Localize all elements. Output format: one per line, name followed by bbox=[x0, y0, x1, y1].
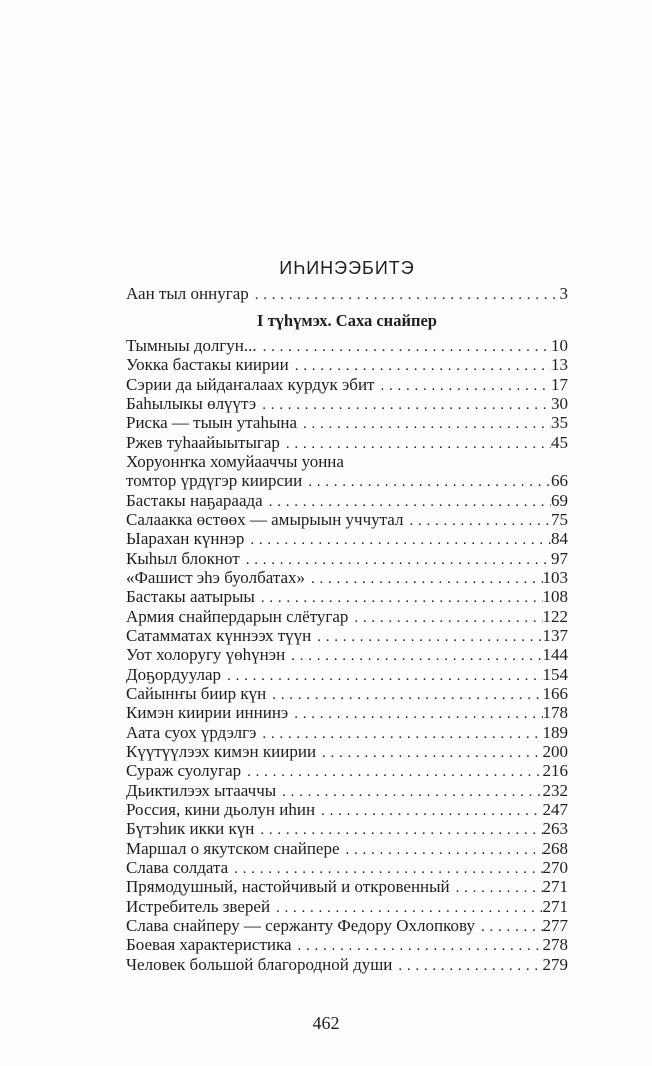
entry-title: Аата суох үрдэлгэ bbox=[126, 722, 257, 742]
toc-entry bbox=[126, 858, 568, 877]
entry-title: Уокка бастакы киирии bbox=[126, 355, 289, 375]
entry-page: 13 bbox=[551, 355, 568, 375]
entry-title: Бүтэһик икки күн bbox=[126, 819, 255, 839]
leader-dots bbox=[346, 841, 543, 860]
entry-page: 189 bbox=[542, 722, 568, 742]
toc-entry bbox=[126, 897, 568, 916]
toc-entry bbox=[126, 665, 568, 684]
entry-title: Хоруонҥка хомуйааччы уонна bbox=[126, 451, 344, 471]
toc-entry bbox=[126, 761, 568, 780]
entry-title: «Фашист эһэ буолбатах» bbox=[126, 567, 306, 587]
leader-dots bbox=[272, 686, 542, 705]
entry-page: 3 bbox=[559, 284, 568, 303]
leader-dots bbox=[263, 338, 551, 357]
entry-page: 108 bbox=[542, 587, 568, 607]
leader-dots bbox=[322, 744, 542, 763]
toc-entry bbox=[126, 877, 568, 896]
toc-entry-intro bbox=[126, 284, 568, 303]
leader-dots bbox=[398, 957, 542, 976]
leader-dots bbox=[481, 918, 543, 937]
toc-entry bbox=[126, 703, 568, 722]
entry-page: 137 bbox=[542, 625, 568, 645]
section-heading: I түһүмэх. Саха снайпер bbox=[257, 311, 437, 330]
entry-page: 30 bbox=[551, 393, 568, 413]
entry-page: 122 bbox=[542, 606, 568, 626]
toc-entry bbox=[126, 626, 568, 645]
leader-dots bbox=[308, 473, 551, 492]
toc-entry bbox=[126, 394, 568, 413]
toc-entry bbox=[126, 955, 568, 974]
toc-title: ИҺИНЭЭБИТЭ bbox=[279, 258, 415, 278]
entry-page: 271 bbox=[542, 896, 568, 916]
leader-dots bbox=[303, 415, 551, 434]
entry-page: 278 bbox=[542, 935, 568, 955]
toc-entry bbox=[126, 529, 568, 548]
entry-title: Кимэн киирии иннинэ bbox=[126, 703, 289, 723]
entry-page: 271 bbox=[542, 877, 568, 897]
entry-page: 270 bbox=[542, 857, 568, 877]
leader-dots bbox=[282, 783, 542, 802]
entry-title: Сэрии да ыйдаҥалаах курдук эбит bbox=[126, 374, 375, 394]
entry-page: 216 bbox=[542, 761, 568, 781]
leader-dots bbox=[456, 879, 543, 898]
toc-entry bbox=[126, 935, 568, 954]
entry-page: 277 bbox=[542, 915, 568, 935]
entry-title: Ржев туһаайыытыгар bbox=[126, 432, 280, 452]
toc-entry bbox=[126, 413, 568, 432]
toc-entry bbox=[126, 645, 568, 664]
toc-entry bbox=[126, 452, 568, 471]
leader-dots bbox=[250, 531, 551, 550]
toc-entry bbox=[126, 839, 568, 858]
entry-page: 279 bbox=[542, 954, 568, 974]
leader-dots bbox=[380, 377, 551, 396]
entry-title: Риска — тыын утаһына bbox=[126, 413, 298, 433]
entry-title: Аан тыл оннугар bbox=[126, 284, 249, 303]
entry-page: 200 bbox=[542, 741, 568, 761]
entry-page: 45 bbox=[551, 432, 568, 452]
entry-page: 69 bbox=[551, 490, 568, 510]
leader-dots bbox=[321, 802, 542, 821]
entry-title: Сатамматах күннээх түүн bbox=[126, 625, 312, 645]
toc-entry bbox=[126, 549, 568, 568]
toc-entry bbox=[126, 568, 568, 587]
leader-dots bbox=[317, 628, 542, 647]
entry-title: Бастакы наҕараада bbox=[126, 490, 263, 510]
entry-page: 66 bbox=[551, 471, 568, 491]
toc-entry bbox=[126, 491, 568, 510]
entry-title: томтор үрдүгэр киирсии bbox=[126, 471, 303, 491]
toc-entry bbox=[126, 336, 568, 355]
toc-entry bbox=[126, 819, 568, 838]
toc-entry bbox=[126, 684, 568, 703]
entry-page: 166 bbox=[542, 683, 568, 703]
leader-dots bbox=[255, 286, 560, 305]
toc-list bbox=[126, 336, 568, 974]
toc-entry bbox=[126, 916, 568, 935]
entry-page: 84 bbox=[551, 529, 568, 549]
entry-title: Бастакы аатырыы bbox=[126, 587, 255, 607]
toc-entry bbox=[126, 781, 568, 800]
leader-dots bbox=[409, 512, 551, 531]
entry-title: Истребитель зверей bbox=[126, 896, 271, 916]
entry-title: Сураж суолугар bbox=[126, 761, 242, 781]
entry-page: 17 bbox=[551, 374, 568, 394]
entry-page: 232 bbox=[542, 780, 568, 800]
entry-title: Кыһыл блокнот bbox=[126, 548, 240, 568]
entry-title: Дьиктилээх ытааччы bbox=[126, 780, 277, 800]
entry-page: 178 bbox=[542, 703, 568, 723]
entry-title: Слава солдата bbox=[126, 857, 229, 877]
entry-title: Тымныы долгун... bbox=[126, 336, 257, 355]
toc-entry bbox=[126, 375, 568, 394]
entry-title: Салаакка өстөөх — амырыын уччутал bbox=[126, 509, 404, 529]
entry-page: 75 bbox=[551, 509, 568, 529]
entry-title: Уот холоругу үөһүнэн bbox=[126, 645, 286, 665]
entry-title: Доҕордуулар bbox=[126, 664, 222, 684]
page-number: 462 bbox=[312, 1013, 340, 1033]
entry-title: Слава снайперу — сержанту Федору Охлопкову bbox=[126, 915, 475, 935]
entry-title: Человек большой благородной души bbox=[126, 954, 393, 974]
toc-entry bbox=[126, 510, 568, 529]
leader-dots bbox=[294, 705, 542, 724]
toc-entry bbox=[126, 723, 568, 742]
entry-title: Россия, кини дьолун иһин bbox=[126, 799, 316, 819]
entry-title: Армия снайпердарын слётугар bbox=[126, 606, 349, 626]
entry-title: Маршал о якутском снайпере bbox=[126, 838, 340, 858]
entry-page: 263 bbox=[542, 819, 568, 839]
entry-title: Прямодушный, настойчивый и откровенный bbox=[126, 877, 450, 897]
leader-dots bbox=[262, 396, 551, 415]
toc-entry bbox=[126, 607, 568, 626]
toc-entry bbox=[126, 355, 568, 374]
entry-page: 97 bbox=[551, 548, 568, 568]
toc-entry bbox=[126, 742, 568, 761]
entry-page: 103 bbox=[542, 567, 568, 587]
entry-page: 10 bbox=[551, 336, 568, 355]
leader-dots bbox=[247, 763, 542, 782]
entry-page: 35 bbox=[551, 413, 568, 433]
entry-title: Ыарахан күннэр bbox=[126, 529, 245, 549]
leader-dots bbox=[354, 609, 542, 628]
entry-page: 268 bbox=[542, 838, 568, 858]
toc-entry bbox=[126, 433, 568, 452]
toc-entry bbox=[126, 800, 568, 819]
entry-title: Боевая характеристика bbox=[126, 935, 292, 955]
entry-page: 247 bbox=[542, 799, 568, 819]
toc-entry bbox=[126, 471, 568, 490]
entry-title: Баһылыкы өлүүтэ bbox=[126, 393, 257, 413]
leader-dots bbox=[227, 667, 542, 686]
entry-page: 154 bbox=[542, 664, 568, 684]
entry-title: Күүтүүлээх кимэн киирии bbox=[126, 741, 317, 761]
leader-dots bbox=[291, 647, 542, 666]
entry-title: Сайынҥы биир күн bbox=[126, 683, 267, 703]
leader-dots bbox=[311, 570, 542, 589]
entry-page: 144 bbox=[542, 645, 568, 665]
toc-entry bbox=[126, 587, 568, 606]
